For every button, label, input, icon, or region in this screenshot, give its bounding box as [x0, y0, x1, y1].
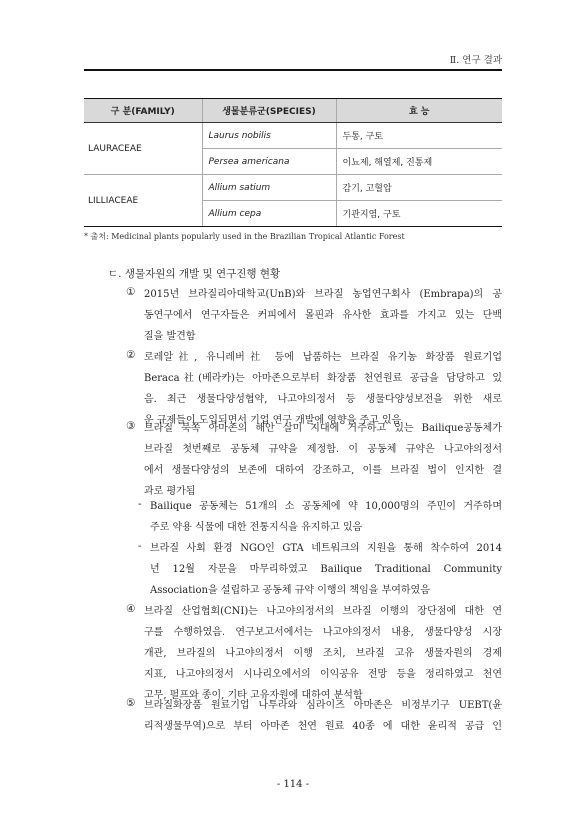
species-cell: Laurus nobilis — [202, 123, 336, 149]
effect-cell: 감기, 고혈압 — [336, 175, 502, 201]
text-line: 브라질 사회 환경 NGO인 GTA 네트워크의 지원을 통해 착수하여 2014 — [150, 543, 502, 554]
text-line: 브라질 첫번째로 공동체 규약을 제정함. 이 공동체 규약은 나고야의정서 — [144, 444, 502, 455]
col-header-species: 생물분류군(SPECIES) — [202, 99, 336, 123]
section-title: ㄷ. 생물자원의 개발 및 연구진행 현황 — [108, 268, 281, 280]
table-header-row — [84, 99, 502, 123]
text-line: 질을 발견함 — [144, 331, 196, 342]
page-header: Ⅱ. 연구 결과 — [449, 55, 502, 66]
text-line: 지표, 나고야의정서 시나리오에서의 이익공유 전망 등을 정리하였고 천연 — [144, 669, 502, 680]
text-line: Bailique 공동체는 51개의 소 공동체에 약 10,000명의 주민이 거주하며 — [150, 501, 502, 512]
table-row — [84, 123, 502, 149]
text-line: Association을 설립하고 공동체 규약 이행의 책임을 부여하였음 — [150, 585, 430, 596]
list-item — [144, 695, 502, 737]
species-cell: Allium satium — [202, 175, 336, 201]
text-line: 로레알社, 유니레버社 등에 납품하는 브라질 유기농 화장품 원료기업 — [144, 352, 502, 363]
text-line: 에서 생물다양성의 보존에 대하여 강조하고, 이를 브라질 법이 인지한 결 — [144, 465, 502, 476]
text-line: 음. 최근 생물다양성협약, 나고야의정서 등 생물다양성보전을 위한 새로 — [144, 394, 502, 405]
dash-marker: - — [138, 498, 142, 510]
text-line: 브라질 북쪽 아마존의 해안 살미 지대에 거주하고 있는 Bailique공동체가 — [144, 423, 502, 434]
list-item — [150, 538, 502, 601]
family-cell: LILLIACEAE — [84, 175, 202, 227]
text-line: 주로 약용 식물에 대한 전통지식을 유지하고 있음 — [150, 522, 363, 533]
item-marker: ④ — [126, 603, 136, 615]
text-line: 운 규제들이 도입되면서 기업 연구 개발에 영향을 주고 있음 — [144, 415, 402, 426]
species-table — [84, 98, 502, 227]
effect-cell: 기관지염, 구토 — [336, 201, 502, 227]
item-marker: ⑤ — [126, 697, 136, 709]
text-line: 동연구에서 연구자들은 커피에서 몰핀과 유사한 효과를 가지고 있는 단백 — [144, 310, 502, 321]
table-row — [84, 175, 502, 201]
text-line: 개관, 브라질의 나고야의정서 이행 조치, 브라질 고유 생물자원의 경제 — [144, 648, 502, 659]
page-number: - 114 - — [276, 779, 310, 790]
text-line: 브라질화장품 원료기업 나투라와 심라이즈 아마존은 비정부기구 UEBT(윤 — [144, 700, 502, 711]
text-line: Beraca社(베라카)는 아마존으로부터 화장품 천연원료 공급을 담당하고 있 — [144, 373, 502, 384]
list-item — [144, 284, 502, 347]
col-header-effect: 효 능 — [336, 99, 502, 123]
text-line: 브라질 산업협회(CNI)는 나고야의정서의 브라질 이행의 장단점에 대한 연 — [144, 606, 502, 617]
header-rule — [84, 69, 502, 71]
list-item — [150, 496, 502, 538]
effect-cell: 이뇨제, 해열제, 진통제 — [336, 149, 502, 175]
family-cell: LAURACEAE — [84, 123, 202, 175]
text-line: 2015년 브라질리아대학교(UnB)와 브라질 농업연구회사 (Embrapa)의 공 — [144, 289, 502, 300]
list-item — [144, 418, 502, 502]
col-header-family: 구 분(FAMILY) — [84, 99, 202, 123]
text-line: 구를 수행하였음. 연구보고서에서는 나고야의정서 내용, 생물다양성 시장 — [144, 627, 502, 638]
item-marker: ③ — [126, 420, 136, 432]
species-cell: Allium cepa — [202, 201, 336, 227]
effect-cell: 두통, 구토 — [336, 123, 502, 149]
item-marker: ② — [126, 349, 136, 361]
item-marker: ① — [126, 286, 136, 298]
table-source-note: * 출처: Medicinal plants popularly used in the Brazilian Tropical Atlantic Forest — [84, 232, 405, 241]
text-line: 과로 평가됨 — [144, 486, 196, 497]
text-line: 리적생물무역)으로 부터 아마존 천연 원료 40종 에 대한 윤리적 공급 인 — [144, 721, 502, 732]
dash-marker: - — [138, 540, 142, 552]
text-line: 고무, 펄프와 종이, 기타 고유자원에 대하여 분석함 — [144, 690, 363, 701]
list-item — [144, 601, 502, 706]
species-cell: Persea americana — [202, 149, 336, 175]
text-line: 년 12월 자문을 마무리하였고 Bailique Traditional Community — [150, 564, 502, 575]
